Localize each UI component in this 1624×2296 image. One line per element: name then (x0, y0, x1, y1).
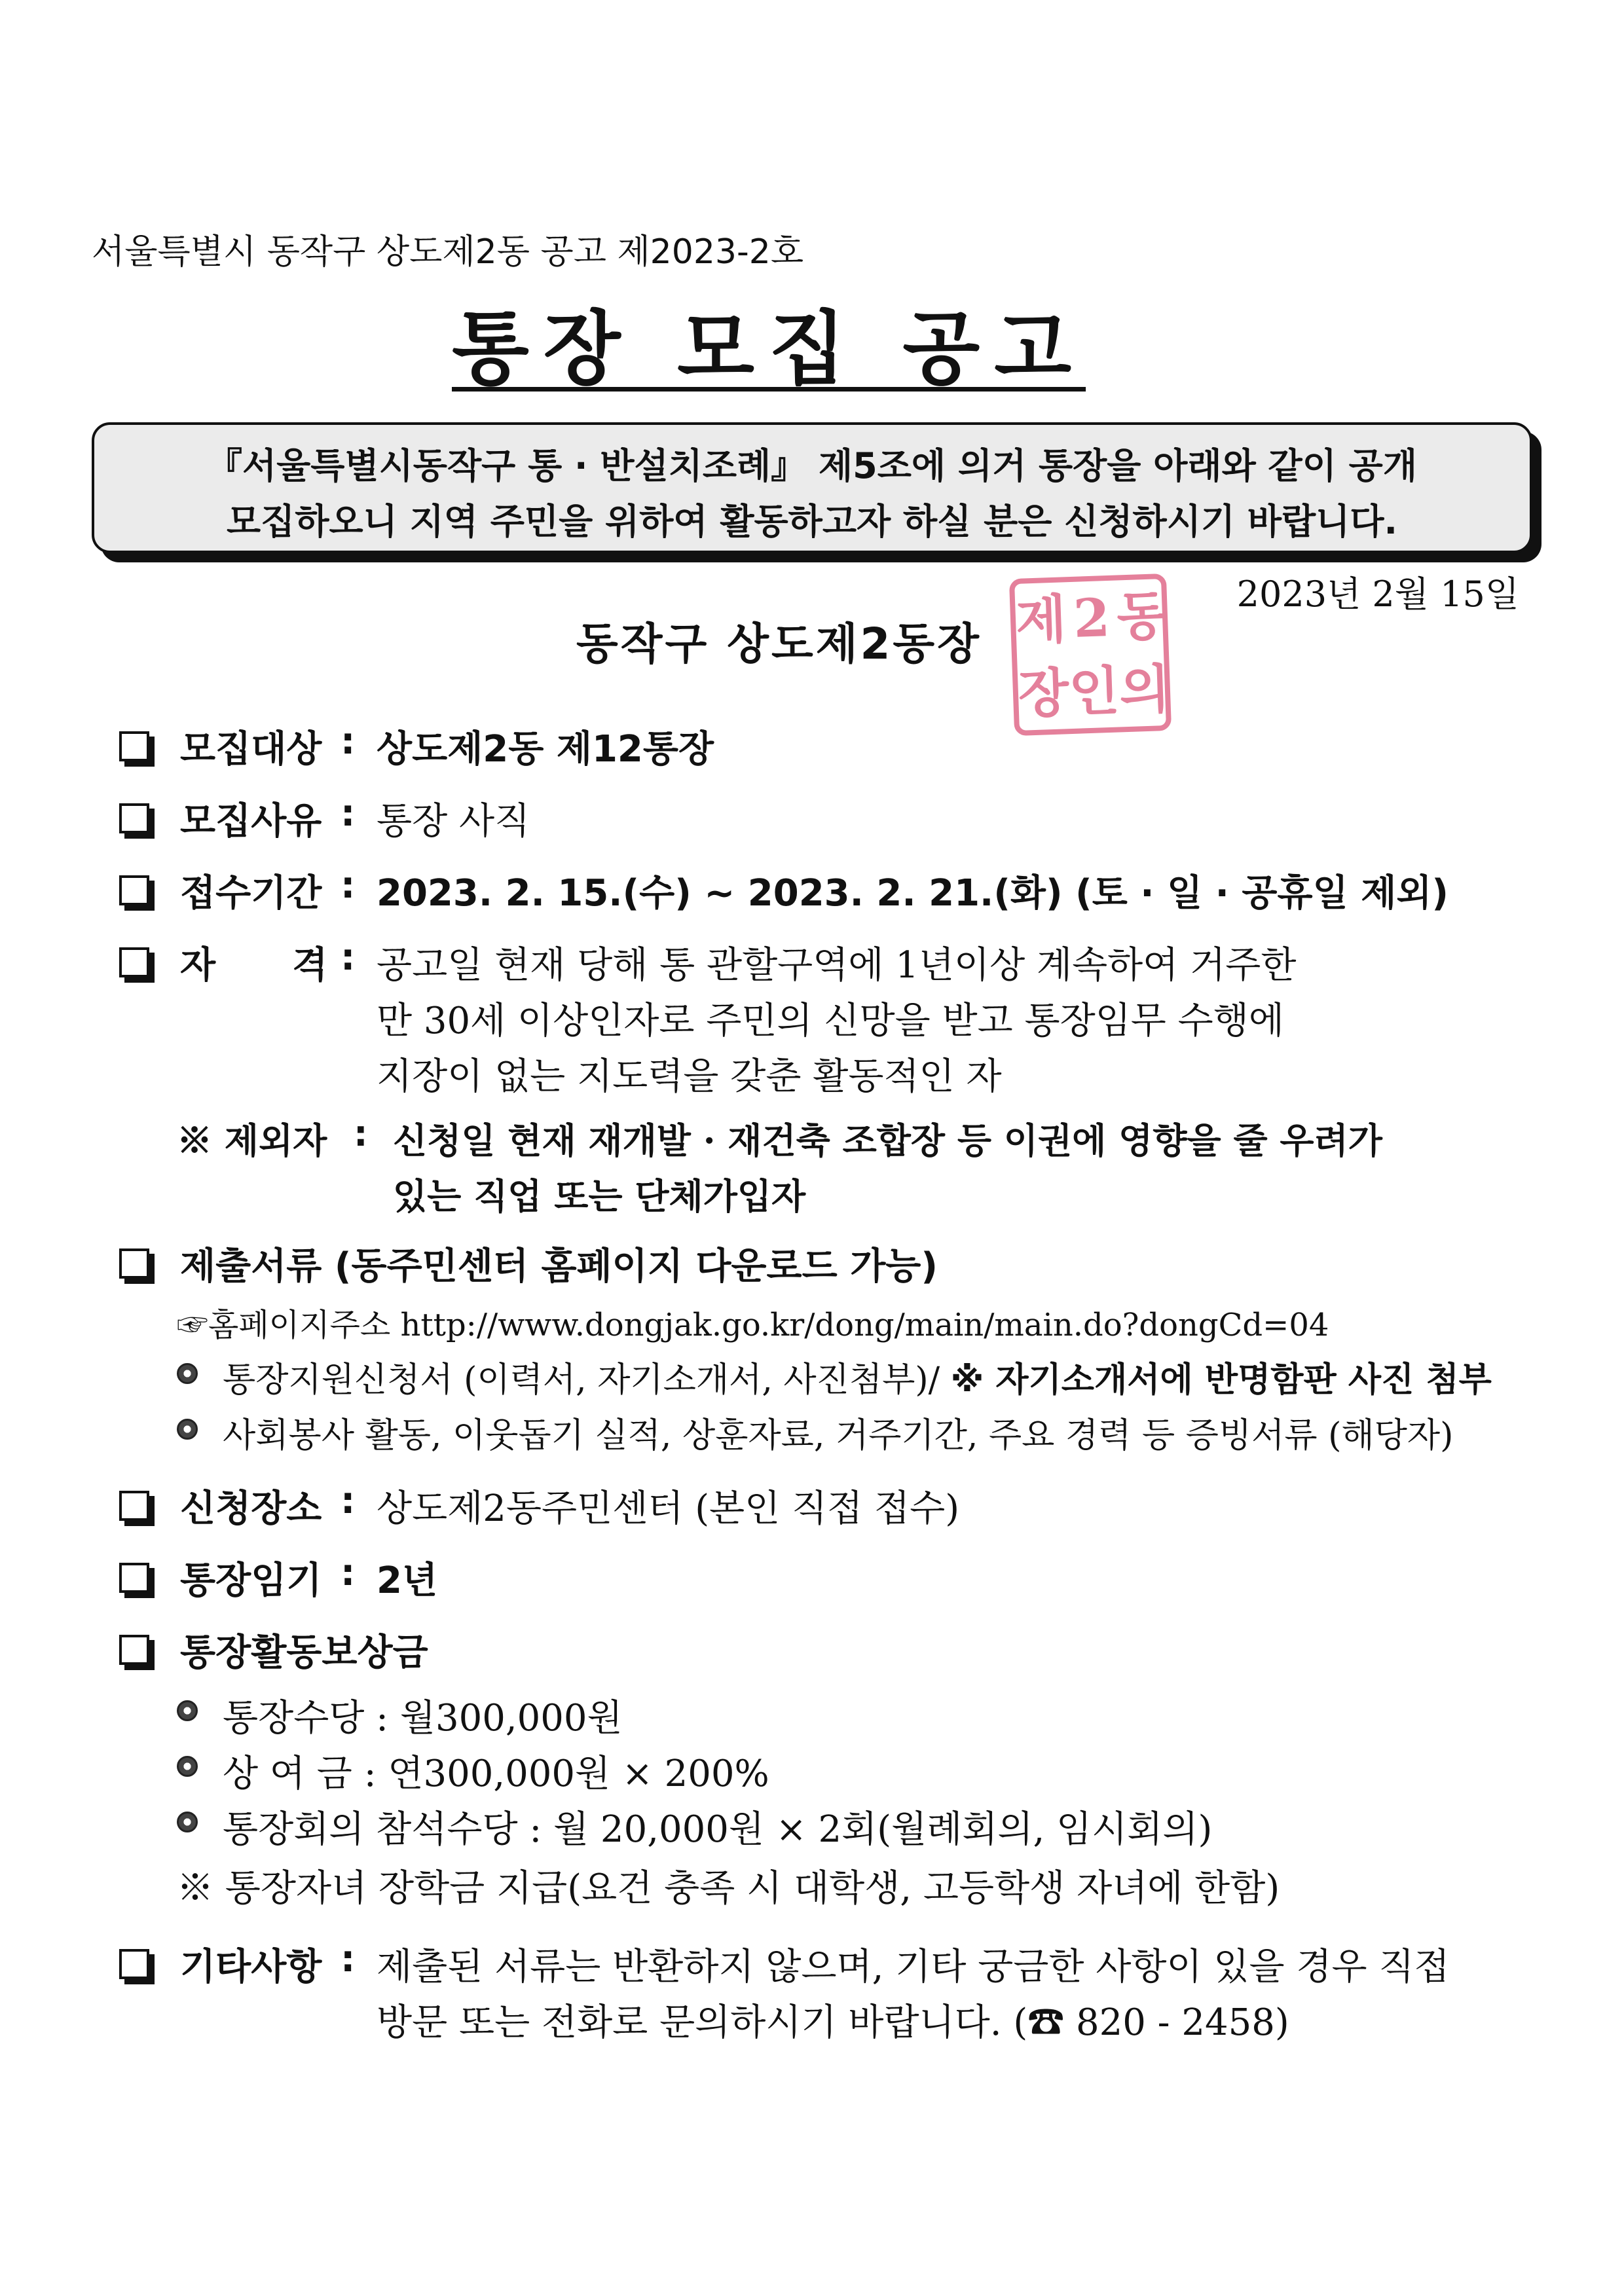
bullet-icon (177, 1812, 198, 1832)
seal-char: 인 (1067, 659, 1121, 723)
period-sep: : (341, 864, 356, 907)
place-sep: : (341, 1480, 356, 1522)
seal-char: 2 (1072, 586, 1111, 649)
place-label: 신청장소 (180, 1487, 322, 1530)
place-value: 상도제2동주민센터 (본인 직접 접수) (377, 1487, 960, 1530)
checkbox-icon (119, 875, 149, 905)
term-value: 2년 (377, 1559, 438, 1602)
intro-line-2: 모집하오니 지역 주민을 위하여 활동하고자 하실 분은 신청하시기 바랍니다. (227, 501, 1397, 542)
period-label: 접수기간 (180, 872, 322, 915)
bullet-icon (177, 1756, 198, 1777)
seal-char: 의 (1118, 657, 1172, 721)
qualification-line-3: 지장이 없는 지도력을 갖춘 활동적인 자 (377, 1055, 1002, 1098)
compensation-line-2: 상 여 금 : 연300,000원 × 200% (223, 1753, 769, 1795)
seal-char: 장 (1017, 661, 1070, 725)
document-1-note: ※ 자기소개서에 반명함판 사진 첨부 (950, 1360, 1492, 1400)
period-value: 2023. 2. 15.(수) ~ 2023. 2. 21.(화) (토 · 일 · 공휴일 제외) (377, 872, 1449, 915)
reason-value: 통장 사직 (377, 800, 530, 843)
etc-line-2: 방문 또는 전화로 문의하시기 바랍니다. (☎ 820 - 2458) (377, 2001, 1289, 2044)
documents-label: 제출서류 (동주민센터 홈페이지 다운로드 가능) (180, 1245, 938, 1288)
checkbox-icon (119, 1248, 149, 1279)
bullet-icon (177, 1700, 198, 1721)
homepage-url: ☞홈페이지주소 http://www.dongjak.go.kr/dong/main/main.do?dongCd=04 (177, 1307, 1329, 1343)
checkbox-icon (119, 1491, 149, 1521)
compensation-line-3: 통장회의 참석수당 : 월 20,000원 × 2회(월례회의, 임시회의) (223, 1808, 1213, 1851)
seal-char: 제 (1014, 588, 1067, 651)
intro-line-1: 『서울특별시동작구 통 · 반설치조례』 제5조에 의거 통장을 아래와 같이 공개 (206, 445, 1418, 486)
target-label: 모집대상 (180, 728, 322, 771)
notice-number: 서울특별시 동작구 상도제2동 공고 제2023-2호 (92, 232, 804, 272)
qualification-sep: : (341, 936, 356, 979)
term-sep: : (341, 1552, 356, 1594)
notice-date: 2023년 2월 15일 (1236, 574, 1519, 615)
qualification-label: 자 격 (180, 944, 328, 987)
exclusion-line-2: 있는 직업 또는 단체가입자 (393, 1175, 806, 1217)
etc-line-1: 제출된 서류는 반환하지 않으며, 기타 궁금한 사항이 있을 경우 직접 (377, 1946, 1450, 1988)
target-sep: : (341, 720, 356, 763)
intro-box (92, 422, 1532, 553)
document-1 (223, 1352, 1492, 1401)
document-2: 사회봉사 활동, 이웃돕기 실적, 상훈자료, 거주기간, 주요 경력 등 증빙서류 (해당자) (223, 1416, 1454, 1455)
bullet-icon (177, 1419, 198, 1440)
bullet-icon (177, 1363, 198, 1384)
exclusion-label: ※ 제외자 (177, 1120, 327, 1161)
reason-label: 모집사유 (180, 800, 322, 843)
scholarship-note: ※ 통장자녀 장학금 지급(요건 충족 시 대학생, 고등학생 자녀에 한함) (177, 1867, 1280, 1910)
exclusion-sep: : (354, 1113, 368, 1154)
compensation-line-1: 통장수당 : 월300,000원 (223, 1697, 623, 1740)
exclusion-line-1: 신청일 현재 재개발 · 재건축 조합장 등 이권에 영향을 줄 우려가 (393, 1120, 1382, 1161)
issuer-name: 동작구 상도제2동장 (576, 619, 982, 669)
document-1-main: 통장지원신청서 (이력서, 자기소개서, 사진첨부)/ (223, 1360, 951, 1400)
checkbox-icon (119, 803, 149, 833)
compensation-label: 통장활동보상금 (180, 1631, 428, 1674)
checkbox-icon (119, 1563, 149, 1593)
etc-sep: : (341, 1938, 356, 1980)
checkbox-icon (119, 1635, 149, 1665)
term-label: 통장임기 (180, 1559, 322, 1602)
qualification-line-1: 공고일 현재 당해 통 관할구역에 1년이상 계속하여 거주한 (377, 944, 1297, 987)
checkbox-icon (119, 947, 149, 977)
checkbox-icon (119, 731, 149, 761)
qualification-line-2: 만 30세 이상인자로 주민의 신망을 받고 통장임무 수행에 (377, 1000, 1284, 1042)
official-seal-stamp (1009, 574, 1172, 736)
seal-char: 동 (1115, 584, 1169, 648)
reason-sep: : (341, 792, 356, 835)
etc-label: 기타사항 (180, 1946, 322, 1988)
target-value: 상도제2동 제12통장 (377, 728, 714, 771)
page-title: 통장 모집 공고 (452, 302, 1086, 395)
checkbox-icon (119, 1949, 149, 1979)
